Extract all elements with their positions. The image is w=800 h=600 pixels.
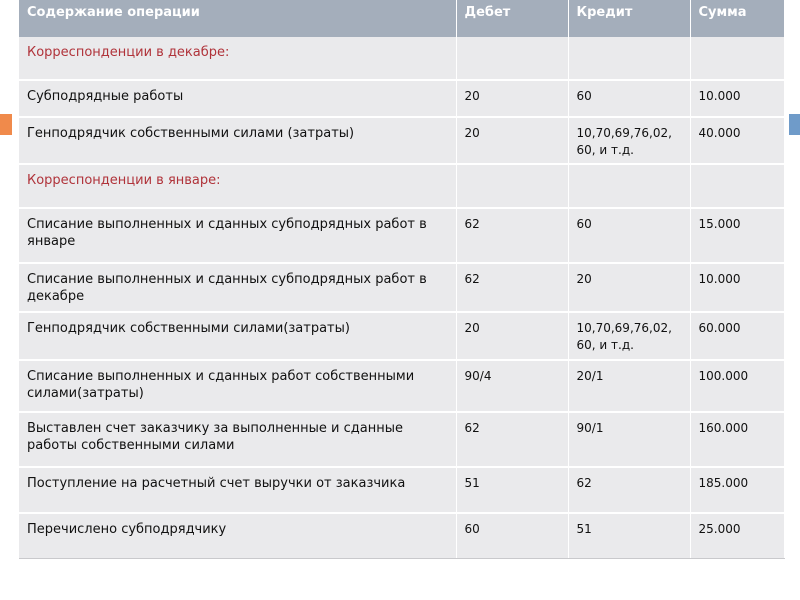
section-row-december bbox=[19, 37, 784, 80]
table-row bbox=[19, 80, 784, 117]
row-description: Списание выполненных и сданных работ собственными силами(затраты) bbox=[19, 360, 456, 412]
row-debit: 20 bbox=[456, 80, 568, 117]
operations-table bbox=[19, 0, 785, 559]
row-amount: 15.000 bbox=[690, 208, 784, 263]
row-amount: 10.000 bbox=[690, 80, 784, 117]
row-credit: 60 bbox=[568, 208, 690, 263]
row-credit: 20/1 bbox=[568, 360, 690, 412]
table-row bbox=[19, 263, 784, 312]
empty-cell bbox=[456, 164, 568, 208]
section-label: Корреспонденции в декабре: bbox=[19, 37, 456, 80]
row-credit: 10,70,69,76,02, 60, и т.д. bbox=[568, 117, 690, 164]
section-label: Корреспонденции в январе: bbox=[19, 164, 456, 208]
row-debit: 51 bbox=[456, 467, 568, 513]
row-description: Генподрядчик собственными силами (затраты) bbox=[19, 117, 456, 164]
empty-cell bbox=[568, 164, 690, 208]
row-description: Генподрядчик собственными силами(затраты) bbox=[19, 312, 456, 360]
table-header-row bbox=[19, 0, 784, 37]
row-credit: 51 bbox=[568, 513, 690, 558]
row-amount: 25.000 bbox=[690, 513, 784, 558]
header-debit: Дебет bbox=[456, 0, 568, 37]
row-debit: 62 bbox=[456, 208, 568, 263]
row-amount: 60.000 bbox=[690, 312, 784, 360]
table-row bbox=[19, 208, 784, 263]
row-amount: 160.000 bbox=[690, 412, 784, 467]
empty-cell bbox=[690, 164, 784, 208]
table-row bbox=[19, 467, 784, 513]
row-credit: 20 bbox=[568, 263, 690, 312]
row-credit: 60 bbox=[568, 80, 690, 117]
row-debit: 90/4 bbox=[456, 360, 568, 412]
row-description: Поступление на расчетный счет выручки от заказчика bbox=[19, 467, 456, 513]
left-accent-bar bbox=[0, 114, 12, 135]
row-description: Списание выполненных и сданных субподрядных работ в январе bbox=[19, 208, 456, 263]
table-row bbox=[19, 412, 784, 467]
row-amount: 185.000 bbox=[690, 467, 784, 513]
right-accent-bar bbox=[789, 114, 800, 135]
row-debit: 20 bbox=[456, 312, 568, 360]
row-description: Перечислено субподрядчику bbox=[19, 513, 456, 558]
row-credit: 62 bbox=[568, 467, 690, 513]
row-description: Субподрядные работы bbox=[19, 80, 456, 117]
row-debit: 62 bbox=[456, 263, 568, 312]
row-credit: 10,70,69,76,02, 60, и т.д. bbox=[568, 312, 690, 360]
section-row-january bbox=[19, 164, 784, 208]
row-debit: 20 bbox=[456, 117, 568, 164]
table-row bbox=[19, 117, 784, 164]
row-debit: 60 bbox=[456, 513, 568, 558]
empty-cell bbox=[456, 37, 568, 80]
row-debit: 62 bbox=[456, 412, 568, 467]
header-amount: Сумма bbox=[690, 0, 784, 37]
table-row bbox=[19, 312, 784, 360]
row-amount: 10.000 bbox=[690, 263, 784, 312]
row-credit: 90/1 bbox=[568, 412, 690, 467]
row-amount: 40.000 bbox=[690, 117, 784, 164]
empty-cell bbox=[568, 37, 690, 80]
header-description: Содержание операции bbox=[19, 0, 456, 37]
table-row bbox=[19, 513, 784, 558]
header-credit: Кредит bbox=[568, 0, 690, 37]
row-amount: 100.000 bbox=[690, 360, 784, 412]
row-description: Выставлен счет заказчику за выполненные и сданные работы собственными силами bbox=[19, 412, 456, 467]
row-description: Списание выполненных и сданных субподрядных работ в декабре bbox=[19, 263, 456, 312]
table-row bbox=[19, 360, 784, 412]
empty-cell bbox=[690, 37, 784, 80]
